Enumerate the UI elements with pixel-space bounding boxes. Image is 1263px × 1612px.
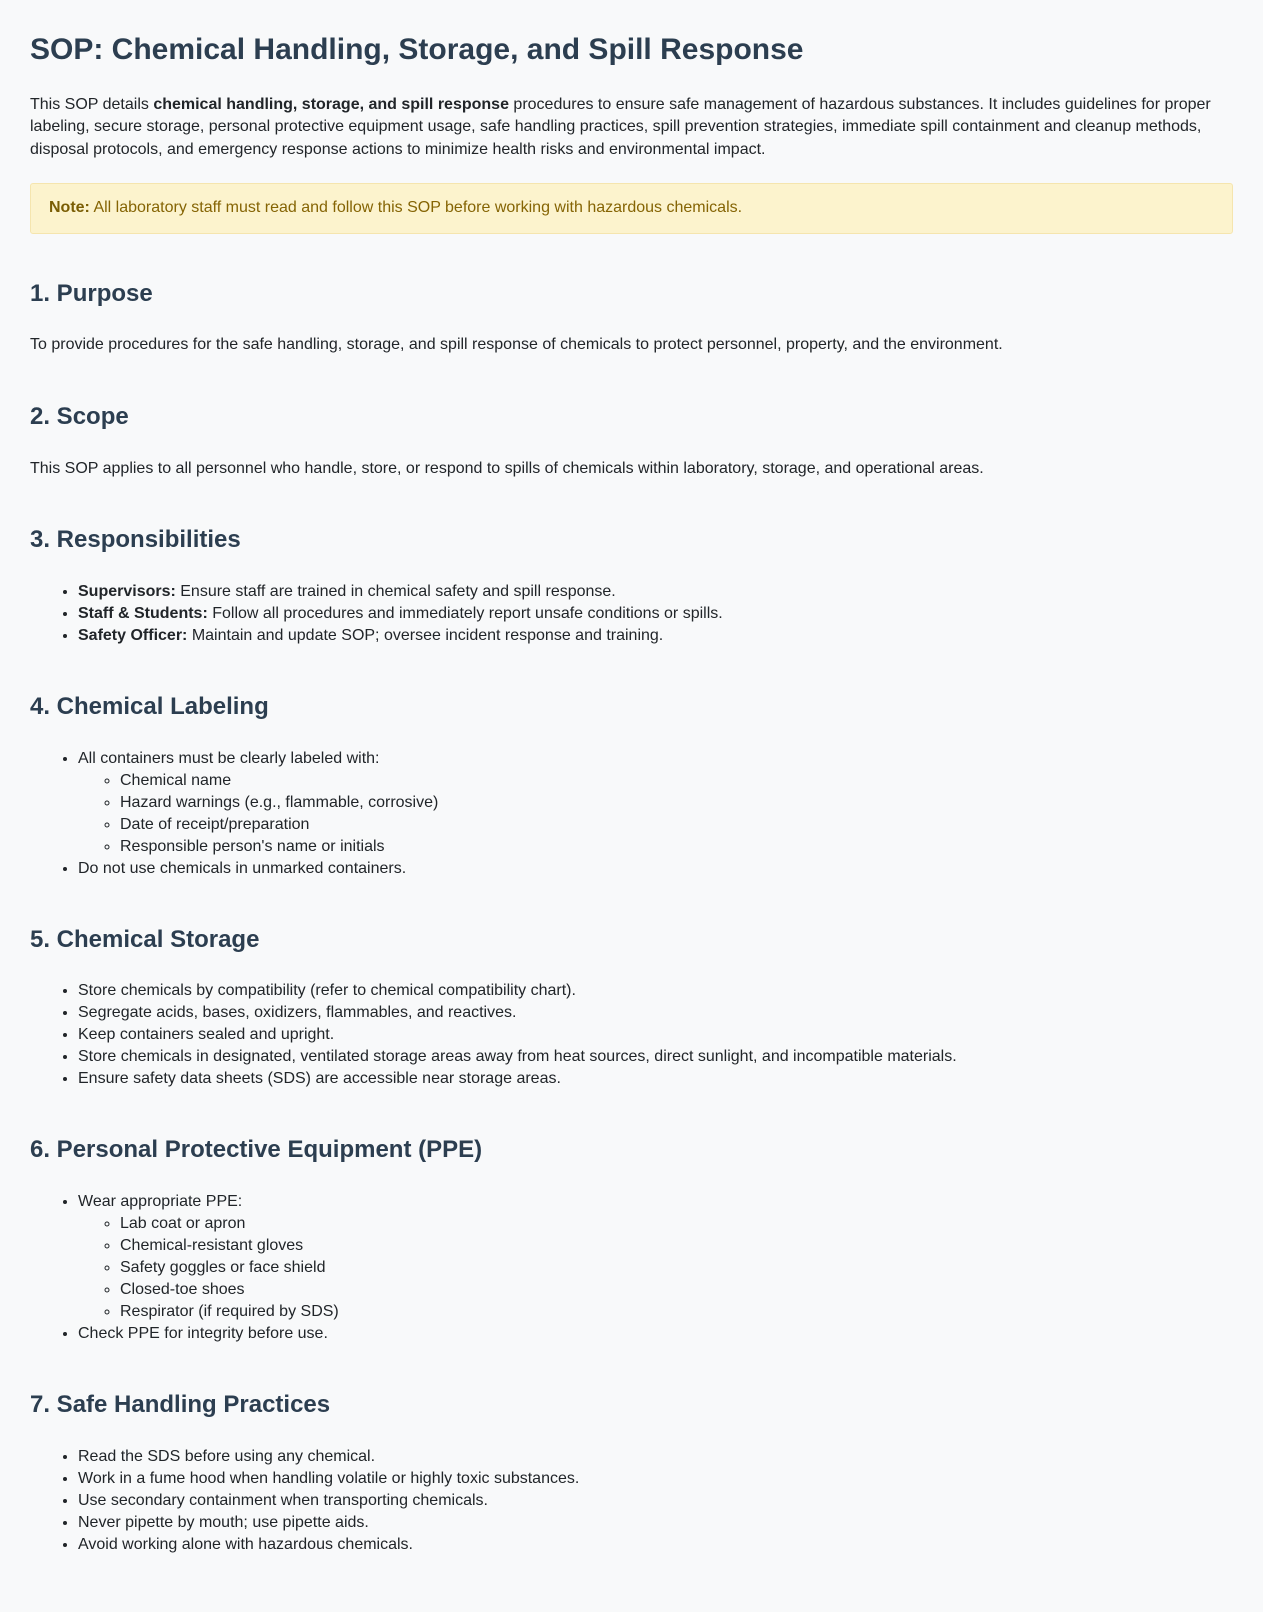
- sub-list-item: ◦ Responsible person's name or initials: [120, 836, 1233, 858]
- list-item-label: Staff & Students:: [78, 604, 208, 622]
- list-item: • Do not use chemicals in unmarked containers.: [78, 858, 1233, 880]
- list-item: • Store chemicals by compatibility (refer to chemical compatibility chart).: [78, 980, 1233, 1002]
- list-item: • Supervisors: Ensure staff are trained in chemical safety and spill response.: [78, 581, 1233, 603]
- sub-bullet-list: [78, 770, 1233, 858]
- bullet-list: [30, 1446, 1233, 1556]
- sub-list-item: ◦ Respirator (if required by SDS): [120, 1301, 1233, 1323]
- section: [30, 926, 1233, 1091]
- list-item: • Check PPE for integrity before use.: [78, 1323, 1233, 1345]
- list-item: • Keep containers sealed and upright.: [78, 1024, 1233, 1046]
- sub-bullet-list: [78, 1213, 1233, 1323]
- section: [30, 1136, 1233, 1345]
- section: [30, 280, 1233, 357]
- bullet-list: [30, 980, 1233, 1090]
- intro-text-post: procedures to ensure safe management of hazardous substances. It includes guidelines for proper labeling, secure storage, personal protective equipment usage, safe handling practices, spill prevention strategies, immediate spill containment and cleanup methods, disposal protocols, and emergency response actions to minimize health risks and environmental impact.: [30, 96, 1211, 158]
- section: [30, 403, 1233, 480]
- sub-list-item: ◦ Date of receipt/preparation: [120, 814, 1233, 836]
- list-item-label: Safety Officer:: [78, 626, 188, 644]
- list-item: • Store chemicals in designated, ventilated storage areas away from heat sources, direct sunlight, and incompatible materials.: [78, 1046, 1233, 1068]
- list-item: • Wear appropriate PPE: ◦ Lab coat or apron ◦ Chemical-resistant gloves ◦ Safety goggles or face shield ◦ Closed-toe shoes ◦ Respirator (if required by SDS): [78, 1191, 1233, 1323]
- list-item: • Ensure safety data sheets (SDS) are accessible near storage areas.: [78, 1068, 1233, 1090]
- section-heading: 6. Personal Protective Equipment (PPE): [30, 1136, 483, 1164]
- list-item: • Use secondary containment when transporting chemicals.: [78, 1490, 1233, 1512]
- section-heading: 7. Safe Handling Practices: [30, 1391, 331, 1419]
- list-item-label: Supervisors:: [78, 582, 176, 600]
- sections-container: [30, 280, 1233, 1556]
- sub-list-item: ◦ Safety goggles or face shield: [120, 1257, 1233, 1279]
- section-heading: 4. Chemical Labeling: [30, 692, 269, 720]
- sub-list-item: ◦ Chemical-resistant gloves: [120, 1235, 1233, 1257]
- list-item: • Safety Officer: Maintain and update SOP; oversee incident response and training.: [78, 625, 1233, 647]
- list-item: • Segregate acids, bases, oxidizers, flammables, and reactives.: [78, 1002, 1233, 1024]
- list-item: • Never pipette by mouth; use pipette aids.: [78, 1512, 1233, 1534]
- section: [30, 1391, 1233, 1556]
- page-title: [30, 32, 1233, 68]
- note-callout: [30, 183, 1233, 233]
- intro-paragraph: [30, 94, 1233, 161]
- list-item: • Work in a fume hood when handling volatile or highly toxic substances.: [78, 1468, 1233, 1490]
- intro-text-pre: This SOP details: [30, 96, 154, 113]
- list-item: • Read the SDS before using any chemical.: [78, 1446, 1233, 1468]
- section: [30, 693, 1233, 880]
- bullet-list: [30, 581, 1233, 647]
- bullet-list: [30, 1191, 1233, 1345]
- sub-list-item: ◦ Chemical name: [120, 770, 1233, 792]
- sub-list-item: ◦ Lab coat or apron: [120, 1213, 1233, 1235]
- section-heading: 2. Scope: [30, 402, 129, 430]
- bullet-list: [30, 748, 1233, 880]
- section-paragraph: To provide procedures for the safe handling, storage, and spill response of chemicals to protect personnel, property, and the environment.: [30, 336, 1003, 354]
- list-item: • Avoid working alone with hazardous chemicals.: [78, 1534, 1233, 1556]
- page-title-text: SOP: Chemical Handling, Storage, and Spill Response: [30, 33, 804, 66]
- section-paragraph: This SOP applies to all personnel who handle, store, or respond to spills of chemicals within laboratory, storage, and operational areas.: [30, 459, 984, 477]
- sub-list-item: ◦ Closed-toe shoes: [120, 1279, 1233, 1301]
- section-heading: 1. Purpose: [30, 279, 153, 307]
- intro-text-bold: chemical handling, storage, and spill response: [153, 96, 509, 113]
- section-heading: 5. Chemical Storage: [30, 925, 260, 953]
- note-label: Note:: [49, 199, 90, 217]
- section: [30, 526, 1233, 647]
- list-item: • All containers must be clearly labeled with: ◦ Chemical name ◦ Hazard warnings (e.g., flammable, corrosive) ◦ Date of receipt/preparation ◦ Responsible person's name or initials: [78, 748, 1233, 858]
- sub-list-item: ◦ Hazard warnings (e.g., flammable, corrosive): [120, 792, 1233, 814]
- section-heading: 3. Responsibilities: [30, 525, 241, 553]
- note-text: All laboratory staff must read and follow this SOP before working with hazardous chemicals.: [89, 199, 743, 217]
- list-item: • Staff & Students: Follow all procedures and immediately report unsafe conditions or spills.: [78, 603, 1233, 625]
